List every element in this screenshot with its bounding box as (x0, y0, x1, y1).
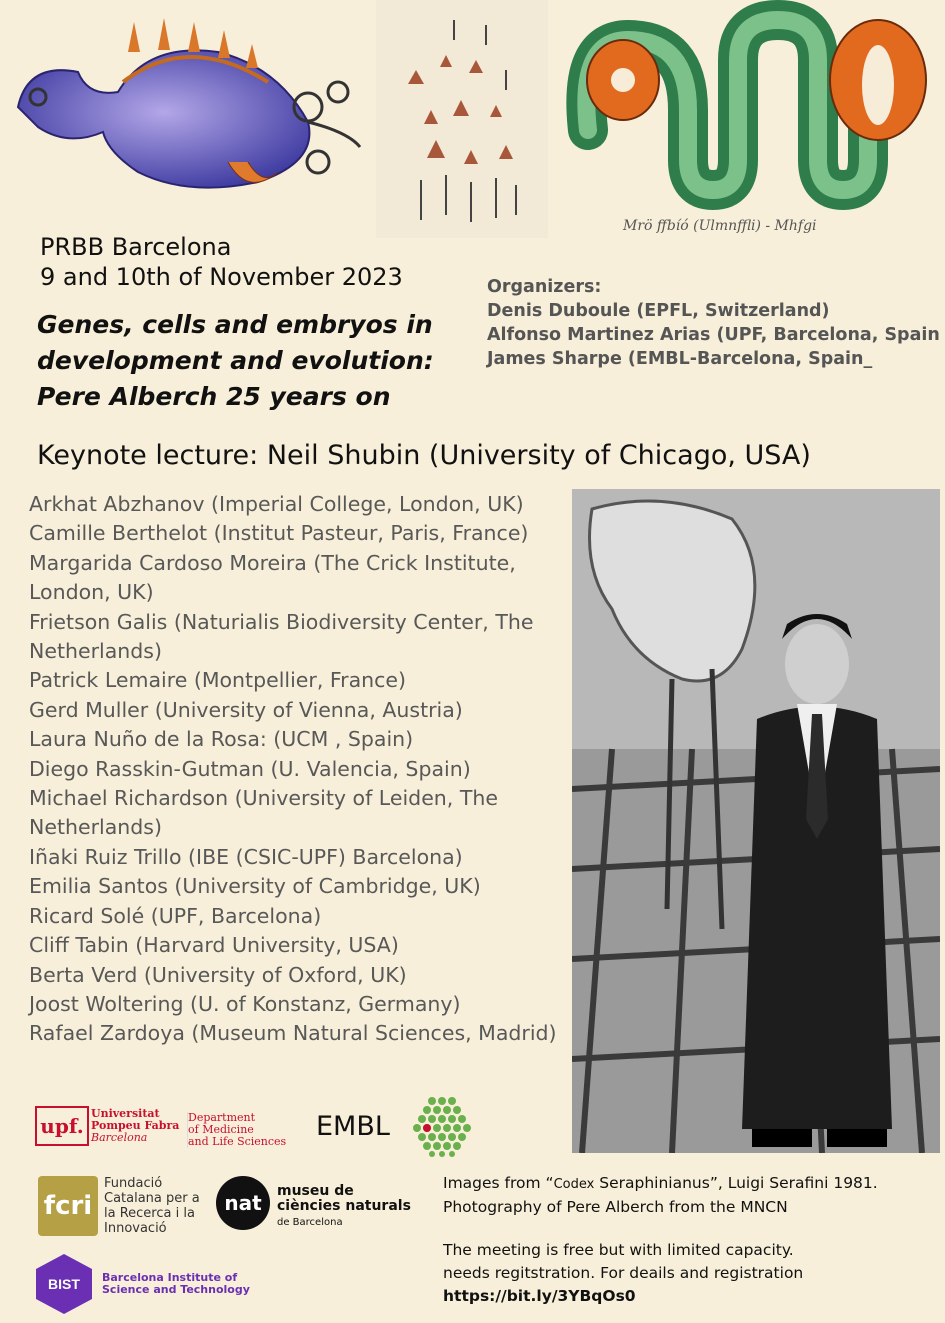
bist-mark: BIST (48, 1276, 80, 1292)
fcri-logo (38, 1176, 208, 1238)
fcri-name (104, 1176, 200, 1236)
credits-line (443, 1172, 878, 1196)
speaker-item: Arkhat Abzhanov (Imperial College, London, UK) (29, 492, 524, 516)
upf-name (91, 1108, 179, 1144)
notice-line: needs regitstration. For deails and registration (443, 1264, 804, 1282)
event-title (37, 307, 467, 415)
nat-name-line: ciències naturals (277, 1198, 411, 1214)
upf-dept-line: Department (188, 1111, 256, 1124)
organizers-label: Organizers: (487, 277, 602, 297)
speaker-item: Cliff Tabin (Harvard University, USA) (29, 933, 399, 958)
codex-shapes-illustration (376, 0, 548, 238)
nat-name-line: museu de (277, 1183, 354, 1199)
event-dates: 9 and 10th of November 2023 (40, 263, 403, 291)
organizer-name: James Sharpe (EMBL-Barcelona, Spain_ (487, 349, 873, 369)
speaker-item: Frietson Galis (Naturialis Biodiversity Center, The Netherlands) (29, 609, 534, 664)
registration-link[interactable]: https://bit.ly/3YBqOs0 (443, 1287, 636, 1305)
organizer-name: Alfonso Martinez Arias (UPF, Barcelona, Spain (487, 325, 940, 345)
upf-name-line: Pompeu Fabra (91, 1119, 180, 1132)
nat-mark: nat (216, 1176, 270, 1230)
credits-photo-line: Photography of Pere Alberch from the MNCN (443, 1198, 788, 1216)
organizer-name: Denis Duboule (EPFL, Switzerland) (487, 301, 830, 321)
codex-serpent-illustration (548, 0, 938, 240)
speaker-list (29, 490, 564, 1049)
upf-logo (35, 1106, 295, 1156)
embl-logo (316, 1095, 476, 1157)
fcri-name-line: la Recerca i la (104, 1206, 195, 1221)
fcri-name-line: Catalana per a (104, 1191, 200, 1206)
speaker-item: Iñaki Ruiz Trillo (IBE (CSIC-UPF) Barcelona) (29, 844, 463, 869)
bist-name-line: Science and Technology (102, 1283, 250, 1296)
upf-dept-line: and Life Sciences (188, 1135, 287, 1148)
notice-line: The meeting is free but with limited capacity. (443, 1241, 794, 1259)
title-line: development and evolution: (37, 346, 434, 375)
bist-logo (36, 1254, 266, 1318)
speaker-item: Joost Woltering (U. of Konstanz, Germany) (29, 991, 461, 1016)
speaker-item: Gerd Muller (University of Vienna, Austria) (29, 697, 463, 722)
bist-name-line: Barcelona Institute of (102, 1271, 238, 1284)
image-credits (443, 1172, 878, 1219)
registration-notice (443, 1239, 803, 1308)
codex-creature-illustration (8, 12, 368, 202)
fcri-mark: fcri (38, 1176, 98, 1236)
credits-pre: Images from “ (443, 1174, 554, 1192)
speaker-item: Ricard Solé (UPF, Barcelona) (29, 903, 322, 928)
speaker-item: Margarida Cardoso Moreira (The Crick Institute, London, UK) (29, 550, 516, 605)
speaker-item: Rafael Zardoya (Museum Natural Sciences, Madrid) (29, 1021, 557, 1046)
upf-department (187, 1112, 286, 1148)
speaker-item: Michael Richardson (University of Leiden, The Netherlands) (29, 786, 498, 840)
speaker-item: Laura Nuño de la Rosa: (UCM , Spain) (29, 727, 414, 752)
upf-mark: upf. (35, 1106, 89, 1146)
codex-caption: Mrö ffbíó (Ulmnffli) - Mhfgi (623, 218, 817, 234)
speaker-item: Berta Verd (University of Oxford, UK) (29, 962, 407, 987)
venue-block (40, 232, 403, 292)
fcri-name-line: Innovació (104, 1221, 167, 1236)
speaker-item: Emilia Santos (University of Cambridge, UK) (29, 874, 481, 899)
bist-name (102, 1272, 250, 1296)
embl-name: EMBL (316, 1111, 390, 1142)
organizers-block (487, 275, 940, 371)
title-line: Pere Alberch 25 years on (37, 382, 391, 411)
credits-codex: Codex (553, 1177, 595, 1192)
embl-dots-icon (412, 1095, 472, 1157)
speaker-item: Diego Rasskin-Gutman (U. Valencia, Spain) (29, 756, 471, 781)
venue-name: PRBB Barcelona (40, 233, 232, 261)
speaker-item: Camille Berthelot (Institut Pasteur, Paris, France) (29, 521, 529, 546)
upf-dept-line: of Medicine (188, 1123, 254, 1136)
bist-hexagon-icon (36, 1254, 92, 1314)
pere-alberch-photo (572, 489, 940, 1153)
keynote-line: Keynote lecture: Neil Shubin (University of Chicago, USA) (37, 440, 811, 471)
nat-sub: de Barcelona (277, 1217, 343, 1228)
upf-name-line: Barcelona (91, 1131, 148, 1144)
fcri-name-line: Fundació (104, 1176, 163, 1191)
nat-name (277, 1184, 411, 1230)
credits-post: Seraphinianus”, Luigi Serafini 1981. (594, 1174, 878, 1192)
title-line: Genes, cells and embryos in (37, 310, 433, 339)
upf-name-line: Universitat (91, 1107, 160, 1120)
speaker-item: Patrick Lemaire (Montpellier, France) (29, 668, 407, 693)
nat-museum-logo (216, 1176, 416, 1236)
